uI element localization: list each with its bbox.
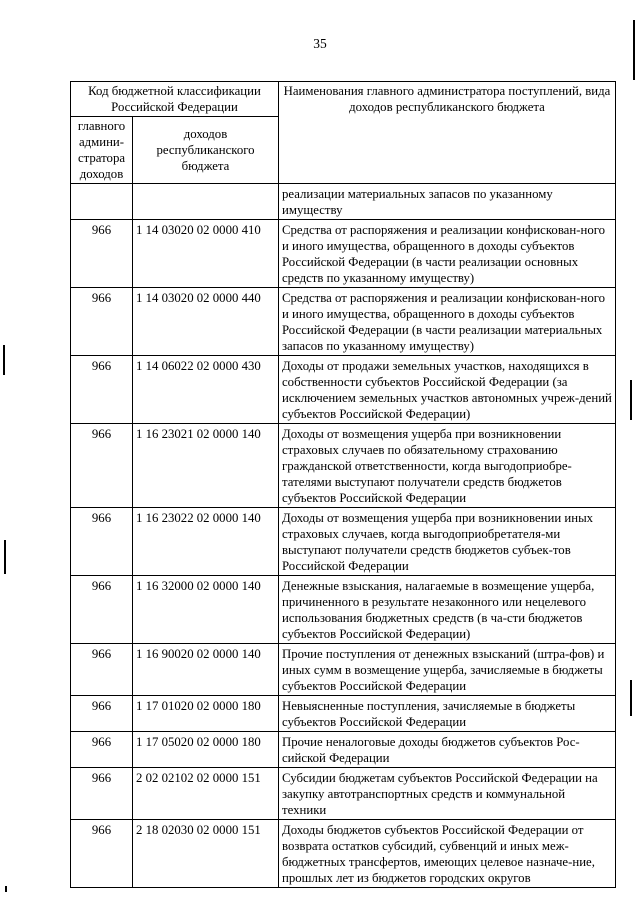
cell-income-code	[133, 184, 279, 220]
scan-mark-right-1	[633, 20, 635, 80]
cell-admin-code: 966	[71, 576, 133, 644]
cell-income-name: Невыясненные поступления, зачисляемые в бюджеты субъектов Российской Федерации	[279, 696, 616, 732]
cell-income-code: 1 16 23022 02 0000 140	[133, 508, 279, 576]
cell-income-code: 2 02 02102 02 0000 151	[133, 768, 279, 820]
table-row	[71, 644, 616, 696]
cell-income-name: Денежные взыскания, налагаемые в возмещение ущерба, причиненного в результате незаконного или нецелевого использования бюджетных средств (в ча-сти бюджетов субъектов Российской Федерации)	[279, 576, 616, 644]
cell-admin-code: 966	[71, 644, 133, 696]
cell-admin-code: 966	[71, 356, 133, 424]
cell-income-name: Доходы от возмещения ущерба при возникновении страховых случаев по обязательному страхованию гражданской ответственности, когда выгодоприобре-тателями выступают получатели средств бюджетов субъектов Российской Федерации	[279, 424, 616, 508]
table-row	[71, 220, 616, 288]
cell-income-code: 1 17 01020 02 0000 180	[133, 696, 279, 732]
scan-mark-left-bottom	[5, 886, 7, 892]
header-budget-classification-code: Код бюджетной классификации Российской Федерации	[71, 82, 279, 117]
cell-income-name: Средства от распоряжения и реализации конфискован-ного и иного имущества, обращенного в доходы субъектов Российской Федерации (в части реализации материальных запасов по указанному имуществу)	[279, 288, 616, 356]
cell-income-name: Субсидии бюджетам субъектов Российской Федерации на закупку автотранспортных средств и коммунальной техники	[279, 768, 616, 820]
cell-income-name: Доходы от возмещения ущерба при возникновении иных страховых случаев, когда выгодоприобретателя-ми выступают получатели средств бюджетов субъек-тов Российской Федерации	[279, 508, 616, 576]
table-row	[71, 424, 616, 508]
cell-admin-code: 966	[71, 424, 133, 508]
table-row	[71, 576, 616, 644]
cell-income-name: Прочие поступления от денежных взысканий (штра-фов) и иных сумм в возмещение ущерба, зачисляемые в бюджеты субъектов Российской Федерации	[279, 644, 616, 696]
cell-income-name: реализации материальных запасов по указанному имуществу	[279, 184, 616, 220]
cell-admin-code: 966	[71, 768, 133, 820]
budget-classification-table	[70, 81, 616, 888]
cell-income-code: 1 14 03020 02 0000 410	[133, 220, 279, 288]
table-row	[71, 508, 616, 576]
cell-income-name: Доходы бюджетов субъектов Российской Федерации от возврата остатков субсидий, субвенций и иных меж-бюджетных трансфертов, имеющих целевое назначе-ние, прошлых лет из бюджетов городских округов	[279, 820, 616, 888]
cell-admin-code: 966	[71, 220, 133, 288]
scan-mark-right-2	[630, 380, 632, 420]
table-row	[71, 184, 616, 220]
cell-income-code: 1 16 32000 02 0000 140	[133, 576, 279, 644]
table-row	[71, 732, 616, 768]
cell-income-code: 2 18 02030 02 0000 151	[133, 820, 279, 888]
header-administrator-name: Наименования главного администратора поступлений, вида доходов республиканского бюджета	[279, 82, 616, 184]
cell-income-code: 1 14 03020 02 0000 440	[133, 288, 279, 356]
table-row	[71, 820, 616, 888]
cell-admin-code: 966	[71, 288, 133, 356]
header-republican-budget-income: доходов республиканского бюджета	[133, 117, 279, 184]
scan-mark-right-3	[630, 680, 632, 716]
table-row	[71, 288, 616, 356]
cell-income-code: 1 14 06022 02 0000 430	[133, 356, 279, 424]
cell-admin-code: 966	[71, 732, 133, 768]
page-number: 35	[313, 36, 327, 51]
cell-admin-code	[71, 184, 133, 220]
cell-income-name: Средства от распоряжения и реализации конфискован-ного и иного имущества, обращенного в доходы субъектов Российской Федерации (в части реализации основных средств по указанному имуществу)	[279, 220, 616, 288]
cell-income-name: Прочие неналоговые доходы бюджетов субъектов Рос-сийской Федерации	[279, 732, 616, 768]
table-row	[71, 356, 616, 424]
table-header-row	[71, 82, 616, 117]
cell-income-code: 1 16 90020 02 0000 140	[133, 644, 279, 696]
scan-mark-left-mid	[4, 540, 6, 574]
cell-admin-code: 966	[71, 820, 133, 888]
cell-income-code: 1 16 23021 02 0000 140	[133, 424, 279, 508]
cell-income-name: Доходы от продажи земельных участков, находящихся в собственности субъектов Российской Федерации (за исключением земельных участков автономных учреж-дений субъектов Российской Федерации)	[279, 356, 616, 424]
cell-admin-code: 966	[71, 508, 133, 576]
scan-mark-left-top	[3, 345, 5, 375]
header-main-administrator: главного админи- стратора доходов	[71, 117, 133, 184]
table-row	[71, 768, 616, 820]
table-row	[71, 696, 616, 732]
cell-income-code: 1 17 05020 02 0000 180	[133, 732, 279, 768]
cell-admin-code: 966	[71, 696, 133, 732]
